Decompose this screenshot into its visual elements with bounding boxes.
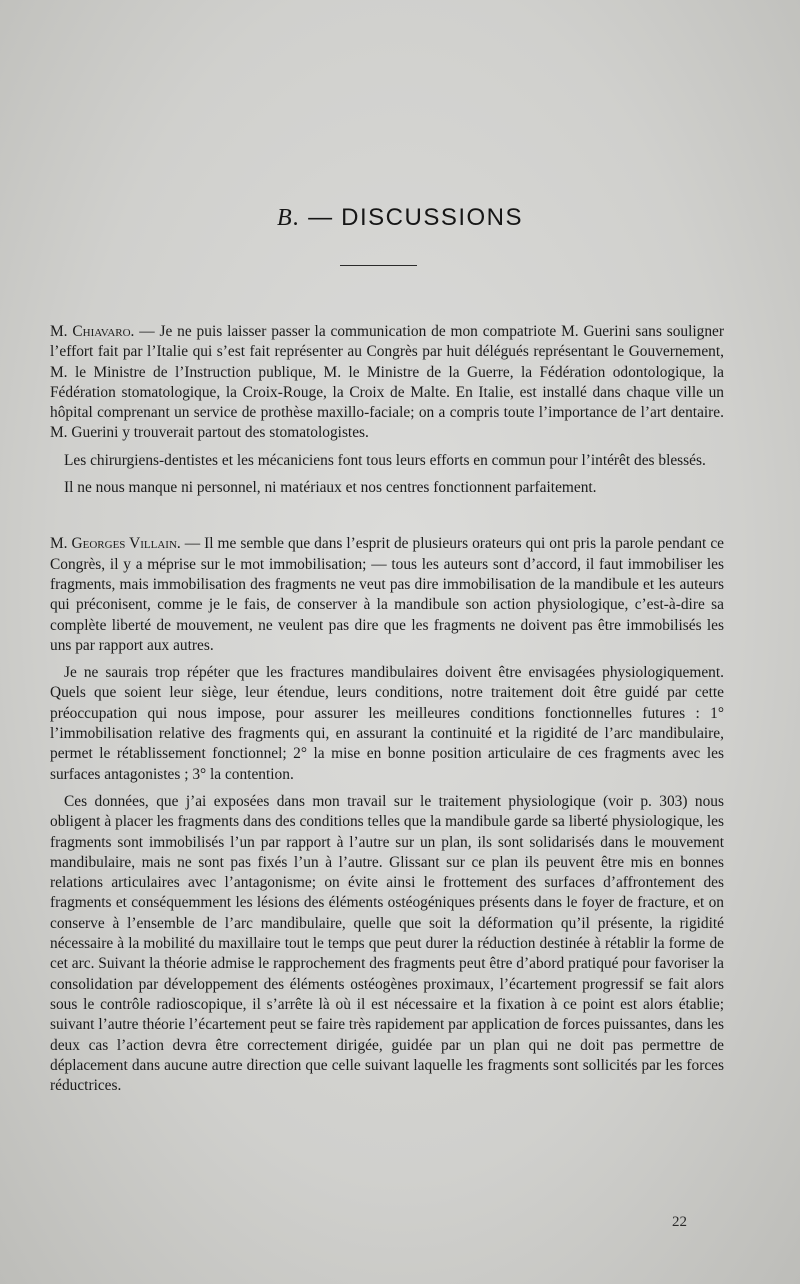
- speaker-name: M. Georges Villain.: [50, 535, 181, 553]
- page-number: 22: [672, 1214, 687, 1230]
- section-separator: —: [308, 204, 334, 231]
- body-text: [50, 322, 724, 1096]
- paragraph: [50, 478, 724, 498]
- paragraph-text: Les chirurgiens-dentistes et les mécaniciens font tous leurs efforts en commun pour l’intérêt des blessés.: [64, 451, 706, 469]
- section-letter: B.: [276, 205, 301, 231]
- paragraph-text: Je ne saurais trop répéter que les fractures mandibulaires doivent être envisagées physiologiquement. Quels que soient leur siège, leur étendue, leurs conditions, notre traitement doit être guidé par cette préoccupation qui nous impose, pour assurer les meilleures conditions fonctionnelles futures : 1° l’immobilisation relative des fragments qui, en assurant la continuité et la rigidité de l’arc mandibulaire, permet le rétablissement fonctionnel; 2° la mise en bonne position articulaire de ces fragments avec les surfaces antagonistes ; 3° la contention.: [50, 664, 724, 783]
- paragraph-text: Ces données, que j’ai exposées dans mon travail sur le traitement physiologique (voir p. 303) nous obligent à placer les fragments dans des conditions telles que la mandibule garde sa liberté physiologique, les fragments sont immobilisés l’un par rapport à l’autre sur un plan, ils sont solidarisés dans le mouvement mandibulaire, mais ne sont pas fixés l’un à l’autre. Glissant sur ce plan ils peuvent être mis en bonnes relations articulaires avec l’antagonisme; on évite ainsi le frottement des surfaces d’affrontement des fragments et conséquemment les lésions des éléments ostéogéniques présents dans le foyer de fracture, et on conserve à l’ensemble de l’arc mandibulaire, quelle que soit la déformation qu’il présente, la rigidité nécessaire à la mobilité du maxillaire tout le temps que peut durer la réduction destinée à rétablir la forme de cet arc. Suivant la théorie admise le rapprochement des fragments peut être d’abord pratiqué pour favoriser la consolidation par développement des éléments ostéogènes proximaux, l’écartement progressif se fait alors sous le contrôle radioscopique, il s’arrête là où il est nécessaire et la fixation à ce point est alors établie; suivant l’autre théorie l’écartement peut se faire très rapidement par application de forces puissantes, dans les deux cas l’action devra être correctement dirigée, guidée par un plan qui ne doit pas permettre de déplacement dans aucune autre direction que celle suivant laquelle les fragments sont sollicités par les forces réductrices.: [50, 792, 724, 1095]
- paragraph-text: — Il me semble que dans l’esprit de plusieurs orateurs qui ont pris la parole pendant ce Congrès, il y a méprise sur le mot immobilisation; — tous les auteurs sont d’accord, il faut immobiliser les fragments, mais immobilisation des fragments ne veut pas dire immobilisation de la mandibule et les auteurs qui préconisent, comme je le fais, de conserver à la mandibule son action physiologique, c’est-à-dire sa complète liberté de mouvement, ne veulent pas dire que les fragments ne doivent pas être immobilisés les uns par rapport aux autres.: [50, 535, 724, 654]
- section-title: DISCUSSIONS: [341, 204, 524, 231]
- paragraph: [50, 792, 724, 1096]
- paragraph-chiavaro: [50, 322, 724, 444]
- heading-rule: [340, 265, 417, 266]
- paragraph-text: Il ne nous manque ni personnel, ni matériaux et nos centres fonctionnent parfaitement.: [64, 479, 597, 497]
- paragraph-text: — Je ne puis laisser passer la communication de mon compatriote M. Guerini sans souligner l’effort fait par l’Italie qui s’est fait représenter au Congrès par huit délégués représentant le Gouvernement, M. le Ministre de l’Instruction publique, M. le Ministre de la Guerre, la Fédération odontologique, la Fédération stomatologique, la Croix-Rouge, la Croix de Malte. En Italie, est installé dans chaque ville un hôpital comprenant un service de prothèse maxillo-faciale; on a compris toute l’importance de l’art dentaire. M. Guerini y trouverait partout des stomatologistes.: [50, 323, 724, 442]
- speaker-name: M. Chiavaro.: [50, 323, 135, 340]
- section-heading: [0, 204, 800, 232]
- paragraph-villain: [50, 534, 724, 656]
- paragraph: [50, 663, 724, 785]
- paragraph: [50, 451, 724, 471]
